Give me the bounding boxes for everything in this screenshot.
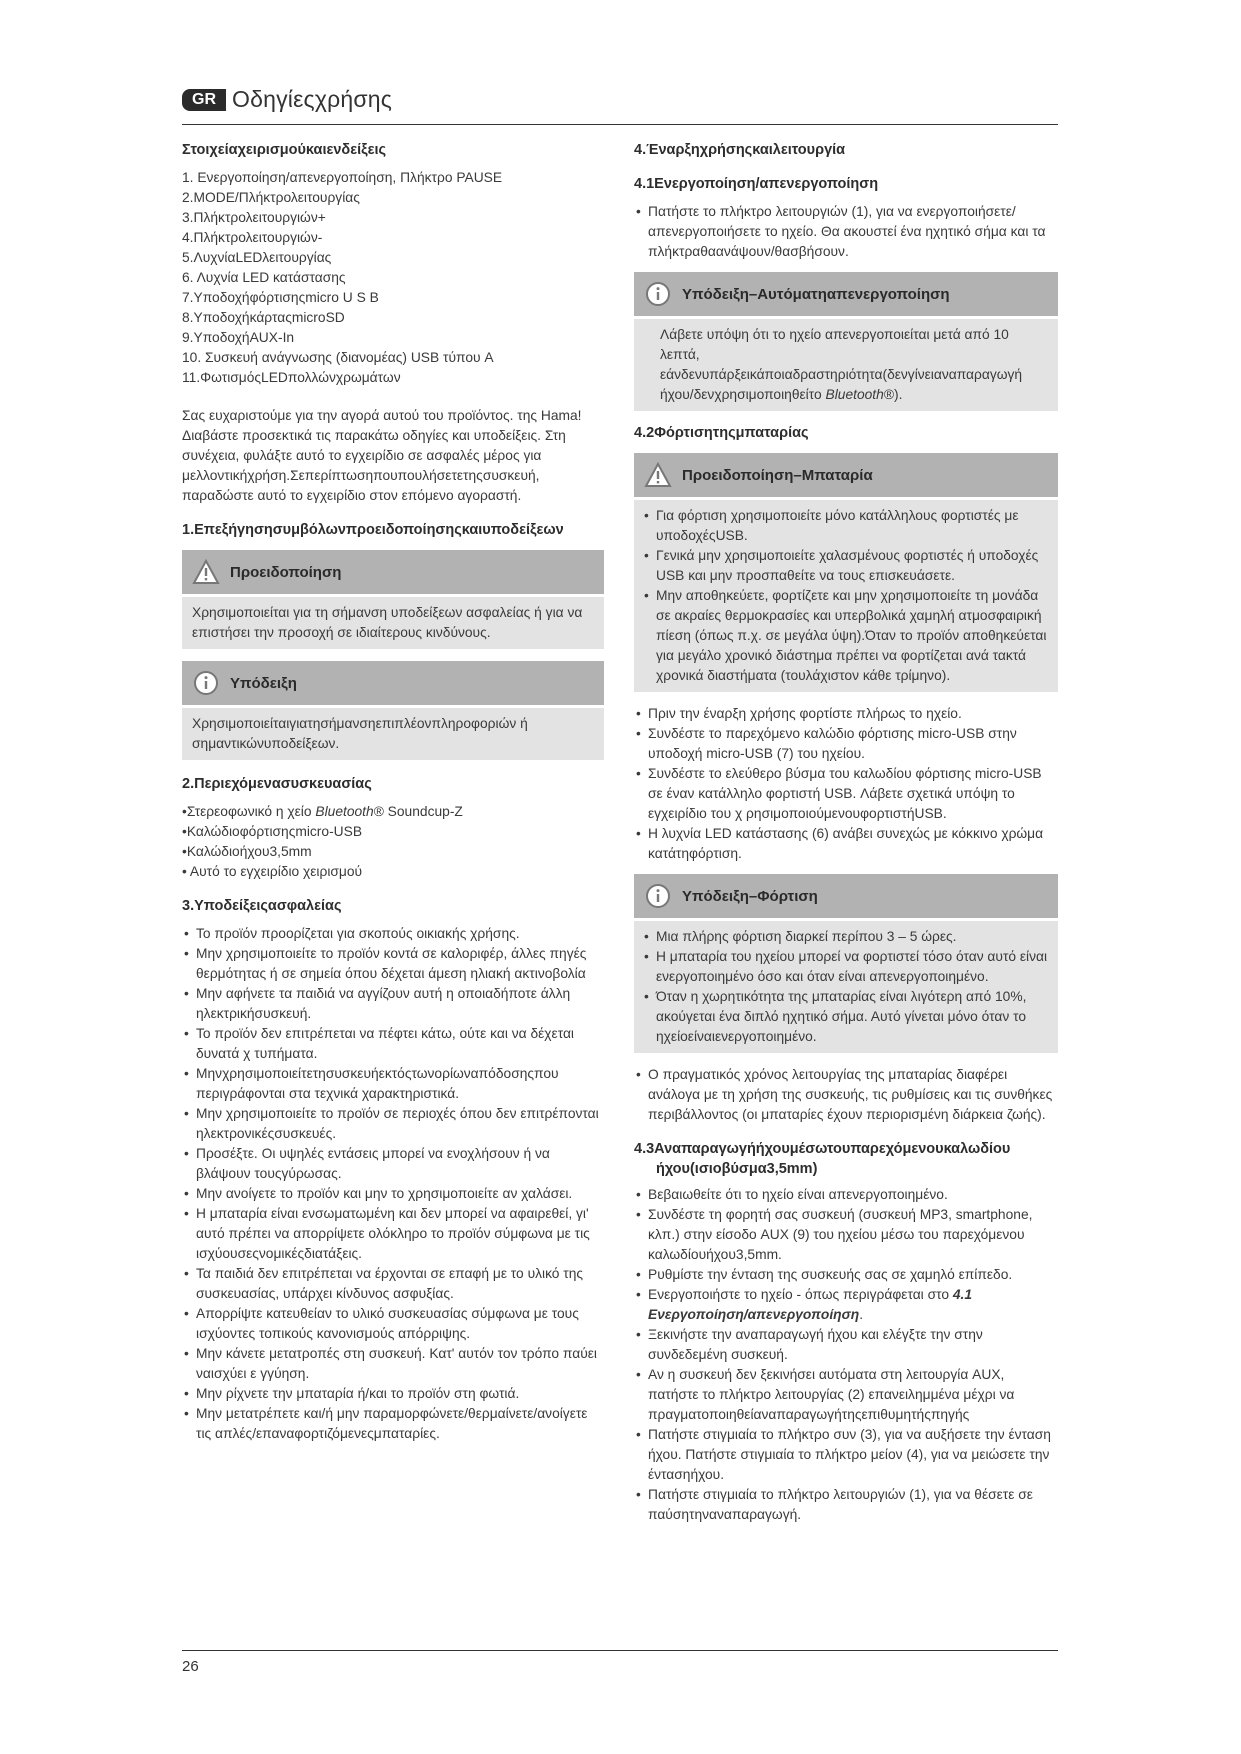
list-item: • Βεβαιωθείτε ότι το ηχείο είναι απενεργοποιημένο. — [634, 1185, 1058, 1205]
list-item: 6. Λυχνία LED κατάστασης — [182, 270, 346, 285]
list-item: • Πατήστε στιγμιαία το πλήκτρο λειτουργιών (1), για να θέσετε σε παύσητηναναπαραγωγή. — [634, 1485, 1058, 1525]
battery-warning-body — [634, 500, 1058, 692]
list-item: • Απορρίψτε κατευθείαν το υλικό συσκευασίας σύμφωνα με τους ισχύοντες τοπικούς κανονισμούς απόρριψης. — [182, 1304, 604, 1344]
info-icon — [644, 280, 672, 308]
warning-box — [182, 550, 604, 649]
warning-text: Χρησιμοποιείται για τη σήμανση υποδείξεων ασφαλείας ή για να επιστήσει την προσοχή σε ιδιαίτερους κινδύνους. — [182, 597, 604, 649]
list-item: • Μια πλήρης φόρτιση διαρκεί περίπου 3 – 5 ώρες. — [640, 927, 1048, 947]
list-item: • Όταν η χωρητικότητα της μπαταρίας είναι λιγότερη από 10%, ακούγεται ένα διπλό ηχητικό σήμα. Αυτό γίνεται μόνο όταν το ηχείοείναιενεργοποιημένο. — [640, 987, 1048, 1047]
auto-off-note-title: Υπόδειξη–Αυτόματηαπενεργοποίηση — [682, 285, 950, 303]
list-item: • Συνδέστε το παρεχόμενο καλώδιο φόρτισης micro-USB στην υποδοχή micro-USB (7) του ηχείου. — [634, 724, 1058, 764]
list-item: • Μην χρησιμοποιείτε το προϊόν κοντά σε καλοριφέρ, άλλες πηγές θερμότητας ή σε σημεία όπου δέχεται άμεση ηλιακή ακτινοβολία — [182, 944, 604, 984]
section-4-2-heading: 4.2Φόρτισητηςμπαταρίας — [634, 425, 809, 441]
list-item: 11.ΦωτισμόςLEDπολλώνχρωμάτων — [182, 370, 401, 385]
list-item: • Μην αφήνετε τα παιδιά να αγγίζουν αυτή η οποιαδήποτε άλλη ηλεκτρικήσυσκευή. — [182, 984, 604, 1024]
battery-warning-box — [634, 453, 1058, 692]
info-icon — [192, 669, 220, 697]
note-title: Υπόδειξη — [230, 674, 297, 692]
right-column — [634, 136, 1058, 1525]
warning-triangle-icon — [192, 558, 220, 586]
warning-title: Προειδοποίηση — [230, 563, 342, 581]
list-item: • Ρυθμίστε την ένταση της συσκευής σας σε χαμηλό επίπεδο. — [634, 1265, 1058, 1285]
list-item: • Πατήστε στιγμιαία το πλήκτρο συν (3), για να αυξήσετε την ένταση ήχου. Πατήστε στιγμιαία το πλήκτρο μείον (4), για να μειώσετε την έντασηήχου. — [634, 1425, 1058, 1485]
charging-note-body — [634, 921, 1058, 1053]
charging-note-header — [634, 874, 1058, 918]
list-item: • Μην μετατρέπετε και/ή μην παραμορφώνετε/θερμαίνετε/ανοίγετε τις απλές/επαναφορτιζόμενεςμπαταρίες. — [182, 1404, 604, 1444]
list-item: •Καλώδιοήχου3,5mm — [182, 844, 312, 859]
battery-warning-title: Προειδοποίηση–Μπαταρία — [682, 466, 873, 484]
section-3-heading: 3.Υποδείξειςασφαλείας — [182, 898, 342, 914]
section-reference-link: Ενεργοποίηση/απενεργοποίηση — [648, 1307, 860, 1322]
list-item: • Συνδέστε το ελεύθερο βύσμα του καλωδίου φόρτισης micro-USB σε έναν κατάλληλο φορτιστή USB. Λάβετε σχετικά υπόψη το εγχειρίδιο του χ ρησιμοποιούμενουφορτιστήUSB. — [634, 764, 1058, 824]
list-item: • Μηνχρησιμοποιείτετησυσκευήεκτόςτωνορίωναπόδοσηςπου περιγράφονται στα τεχνικά χαρακτηριστικά. — [182, 1064, 604, 1104]
list-item: • Συνδέστε τη φορητή σας συσκευή (συσκευή MP3, smartphone, κλπ.) στην είσοδο AUX (9) του ηχείου μέσω του παρεχόμενου καλωδίουήχου3,5mm. — [634, 1205, 1058, 1265]
list-item: • Αυτό το εγχειρίδιο χειρισμού — [182, 864, 363, 879]
list-item: 7.Υποδοχήφόρτισηςmicro U S B — [182, 290, 379, 305]
charging-list — [634, 704, 1058, 864]
intro-paragraph: Σας ευχαριστούμε για την αγορά αυτού του προϊόντος. της Hama! Διαβάστε προσεκτικά τις παρακάτω οδηγίες και υποδείξεις. Στη συνέχεια, φυλάξτε αυτό το εγχειρίδιο σε ασφαλές μέρος για μελλοντικήχρήση.Σεπερίπτωσηπουπουλήσετετηςσυσκευή, παραδώστε αυτό το εγχειρίδιο στον επόμενο αγοραστή. — [182, 408, 582, 503]
package-list — [182, 802, 604, 882]
list-item: 3.Πλήκτρολειτουργιών+ — [182, 210, 326, 225]
section-4-heading: 4.Έναρξηχρήσηςκαιλειτουργία — [634, 142, 846, 158]
auto-off-note-header — [634, 272, 1058, 316]
list-item: • Ενεργοποιήστε το ηχείο - όπως περιγράφεται στο 4.1 Ενεργοποίηση/απενεργοποίηση. — [634, 1285, 1058, 1325]
section-4-1-heading: 4.1Ενεργοποίηση/απενεργοποίηση — [634, 176, 879, 192]
list-item: • Μην αποθηκεύετε, φορτίζετε και μην χρησιμοποιείτε τη μονάδα σε ακραίες θερμοκρασίες και υπερβολικά χαμηλή ατμοσφαιρική πίεση (όπως π.χ. σε μεγάλα ύψη).Όταν το προϊόν αποθηκεύεται για μεγάλο χρονικό διάστημα πρέπει να φορτίζεται ανά τακτά χρονικά διαστήματα (τουλάχιστον κάθε τρίμηνο). — [640, 586, 1048, 686]
list-item: • Γενικά μην χρησιμοποιείτε χαλασμένους φορτιστές ή υποδοχές USB και μην προσπαθείτε να τους επισκευάσετε. — [640, 546, 1048, 586]
left-column — [182, 136, 604, 1444]
list-item: 4.Πλήκτρολειτουργιών- — [182, 230, 323, 245]
list-item: • Για φόρτιση χρησιμοποιείτε μόνο κατάλληλους φορτιστές με υποδοχέςUSB. — [640, 506, 1048, 546]
list-item: • Μην ανοίγετε το προϊόν και μην το χρησιμοποιείτε αν χαλάσει. — [182, 1184, 604, 1204]
list-item: •Στερεοφωνικό η χείο Bluetooth® Soundcup-Z — [182, 804, 463, 819]
list-item: • Η λυχνία LED κατάστασης (6) ανάβει συνεχώς με κόκκινο χρώμα κατάτηφόρτιση. — [634, 824, 1058, 864]
list-item: 5.ΛυχνίαLEDλειτουργίας — [182, 250, 332, 265]
list-item: • Αν η συσκευή δεν ξεκινήσει αυτόματα στη λειτουργία AUX, πατήστε το πλήκτρο λειτουργίας (2) επανειλημμένα μέχρι να πραγματοποιηθείαναπαραγωγήτηςεπιθυμητήςπηγής — [634, 1365, 1058, 1425]
aux-playback-list — [634, 1185, 1058, 1525]
charging-note-box — [634, 874, 1058, 1053]
list-item: • Μην χρησιμοποιείτε το προϊόν σε περιοχές όπου δεν επιτρέπονται ηλεκτρονικέςσυσκευές. — [182, 1104, 604, 1144]
list-item: • Η μπαταρία του ηχείου μπορεί να φορτιστεί τόσο όταν αυτό είναι ενεργοποιημένο όσο και όταν είναι απενεργοποιημένο. — [640, 947, 1048, 987]
list-item: • Η μπαταρία είναι ενσωματωμένη και δεν μπορεί να αφαιρεθεί, γι' αυτό πρέπει να απορρίψετε ολόκληρο το προϊόν σύμφωνα με τις ισχύουσεςνομικέςδιατάξεις. — [182, 1204, 604, 1264]
info-icon — [644, 882, 672, 910]
list-item: • Μην ρίχνετε την μπαταρία ή/και το προϊόν στη φωτιά. — [182, 1384, 604, 1404]
auto-off-note-text: Λάβετε υπόψη ότι το ηχείο απενεργοποιείται μετά από 10 λεπτά, εάνδενυπάρξεικάποιαδραστηριότητα(δενγίνειαναπαραγωγή ήχου/δενχρησιμοποιηθείτο Bluetooth®). — [634, 319, 1058, 411]
list-item: • Πριν την έναρξη χρήσης φορτίστε πλήρως το ηχείο. — [634, 704, 1058, 724]
note-box-header — [182, 661, 604, 705]
list-item: • Τα παιδιά δεν επιτρέπεται να έρχονται σε επαφή με το υλικό της συσκευασίας, υπάρχει κίνδυνος ασφυξίας. — [182, 1264, 604, 1304]
list-item: • Πατήστε το πλήκτρο λειτουργιών (1), για να ενεργοποιήσετε/ απενεργοποιήσετε το ηχείο. Θα ακουστεί ένα ηχητικό σήμα και τα πλήκτραθαανάψουν/θασβήσουν. — [634, 202, 1058, 262]
list-item: • Το προϊόν δεν επιτρέπεται να πέφτει κάτω, ούτε και να δέχεται δυνατά χ τυπήματα. — [182, 1024, 604, 1064]
runtime-list — [634, 1065, 1058, 1125]
warning-box-header — [182, 550, 604, 594]
safety-list — [182, 924, 604, 1444]
list-item: 2.MODE/Πλήκτρολειτουργίας — [182, 190, 360, 205]
header-divider — [182, 124, 1058, 125]
controls-heading: Στοιχείαχειρισμούκαιενδείξεις — [182, 142, 387, 158]
list-item: • Το προϊόν προορίζεται για σκοπούς οικιακής χρήσης. — [182, 924, 604, 944]
warning-triangle-icon — [644, 461, 672, 489]
page-title: Οδηγίεςχρήσης — [232, 86, 393, 112]
page-number: 26 — [182, 1658, 199, 1675]
list-item: • Ξεκινήστε την αναπαραγωγή ήχου και ελέγξτε την στην συνδεδεμένη συσκευή. — [634, 1325, 1058, 1365]
charging-note-title: Υπόδειξη–Φόρτιση — [682, 887, 818, 905]
power-list — [634, 202, 1058, 262]
list-item: •Καλώδιοφόρτισηςmicro-USB — [182, 824, 363, 839]
section-1-heading: 1.Επεξήγησησυμβόλωνπροειδοποίησηςκαιυποδείξεων — [182, 522, 564, 538]
note-box — [182, 661, 604, 760]
list-item: 8.ΥποδοχήκάρταςmicroSD — [182, 310, 345, 325]
list-item: 9.ΥποδοχήAUX-In — [182, 330, 295, 345]
note-text: Χρησιμοποιείταιγιατησήμανσηεπιπλέονπληροφοριών ή σημαντικώνυποδείξεων. — [182, 708, 604, 760]
section-2-heading: 2.Περιεχόμενασυσκευασίας — [182, 776, 372, 792]
language-badge: GR — [182, 89, 226, 111]
list-item: 1. Ενεργοποίηση/απενεργοποίηση, Πλήκτρο PAUSE — [182, 170, 503, 185]
page-header — [182, 86, 392, 113]
list-item: • Προσέξτε. Οι υψηλές εντάσεις μπορεί να ενοχλήσουν ή να βλάψουν τουςγύρωσας. — [182, 1144, 604, 1184]
auto-off-note-box — [634, 272, 1058, 411]
list-item: • Μην κάνετε μετατροπές στη συσκευή. Κατ' αυτόν τον τρόπο παύει ναισχύει ε γγύηση. — [182, 1344, 604, 1384]
battery-warning-header — [634, 453, 1058, 497]
list-item: • Ο πραγματικός χρόνος λειτουργίας της μπαταρίας διαφέρει ανάλογα με τη χρήση της συσκευής, τις ρυθμίσεις και τις συνθήκες περιβάλλοντος (οι μπαταρίες έχουν περιορισμένη διάρκεια ζωής). — [634, 1065, 1058, 1125]
footer-divider — [182, 1650, 1058, 1651]
section-4-3-heading: 4.3Αναπαραγωγήήχουμέσωτουπαρεχόμενουκαλωδίου ήχου(ισιοβύσμα3,5mm) — [634, 1141, 1011, 1177]
controls-list — [182, 168, 604, 388]
list-item: 10. Συσκευή ανάγνωσης (διανομέας) USB τύπου A — [182, 350, 494, 365]
